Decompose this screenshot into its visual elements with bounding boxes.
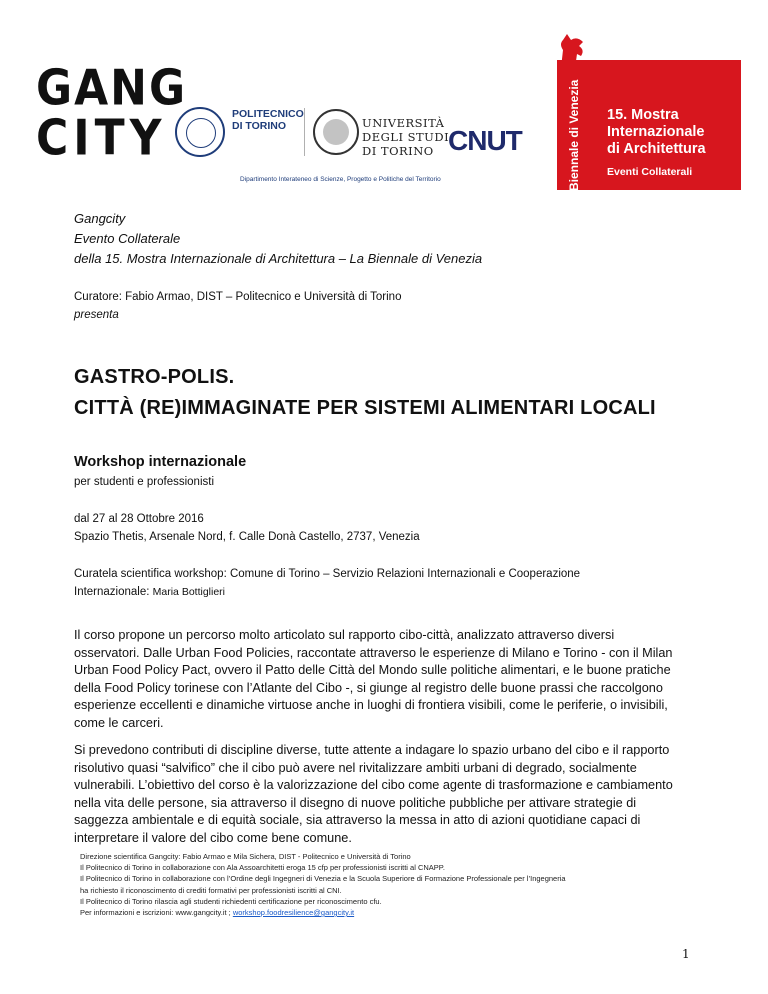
email-link[interactable]: workshop.foodresilience@gangcity.it	[232, 908, 355, 918]
gangcity-logo-line1: GANG	[36, 59, 188, 117]
cnut-logo: CNUT	[448, 125, 522, 156]
footnote-line: Direzione scientifica Gangcity: Fabio Armao e Mila Sichera, DIST - Politecnico e Università di Torino	[80, 852, 411, 861]
biennale-vertical-label: la Biennale di Venezia	[567, 79, 581, 205]
biennale-title-line1: 15. Mostra	[607, 107, 679, 123]
paragraph-line: Si prevedono contributi di discipline diverse, tutte attente a indagare lo spazio urbano del cibo e il rapporto	[74, 743, 670, 757]
paragraph-line: risolutivo quasi “salvifico” che il cibo può avere nel rivitalizzare ambiti urbani di degrado, socialmente	[74, 760, 637, 775]
footnote-info	[80, 907, 566, 918]
curatela-name: Maria Bottiglieri	[152, 586, 225, 598]
paragraph-line: vulnerabili. L’obiettivo del corso è la valorizzazione del cibo come agente di trasformazione e cambiamento	[74, 778, 673, 793]
title-line2: CITTÀ (RE)IMMAGINATE PER SISTEMI ALIMENTARI LOCALI	[74, 397, 656, 419]
workshop-heading: Workshop internazionale	[74, 454, 247, 470]
paragraph-line: saggezza ambientale e di equità sociale, sia attraverso la messa in atto di azioni quotidiane capaci di	[74, 813, 641, 828]
biennale-title-line3: di Architettura	[607, 141, 706, 157]
paragraph-line: della Food Policy torinese con l’Atlante del Cibo -, si giunge al registro delle buone prassi che raccolgono	[74, 680, 663, 695]
unito-seal-icon	[313, 109, 359, 155]
polito-name-line2: DI TORINO	[232, 120, 287, 132]
page-number: 1	[682, 947, 690, 961]
paragraph-line: Il corso propone un percorso molto articolato sul rapporto cibo-città, analizzato attraverso diversi	[74, 628, 615, 642]
title-line1: GASTRO-POLIS.	[74, 366, 235, 388]
footnote-line: ha richiesto il riconoscimento di crediti formativi per professionisti iscritti al CNI.	[80, 885, 342, 895]
gangcity-logo-line2: CITY	[36, 109, 167, 167]
presents-label: presenta	[74, 309, 119, 321]
paragraph-2	[74, 742, 704, 848]
logo-divider	[304, 108, 305, 156]
unito-name-line2: DEGLI STUDI	[362, 130, 450, 144]
paragraph-line: osservatori. Dalle Urban Food Policies, raccontate attraverso le esperienze di Milano e Torino - con il Milan	[74, 645, 673, 660]
paragraph-1	[74, 627, 704, 733]
dist-caption: Dipartimento Interateneo di Scienze, Progetto e Politiche del Territorio	[240, 176, 441, 183]
paragraph-line: nella vita delle persone, sia attraverso il disegno di nuove politiche pubbliche per attivare strategie di	[74, 795, 637, 810]
paragraph-line: esperienze eccellenti e dinamiche virtuose anche in luoghi di frontiera visibili, come le periferie, o invisibili,	[74, 698, 668, 713]
paragraph-line: come le carceri.	[74, 715, 164, 730]
curatela-line1: Curatela scientifica workshop: Comune di Torino – Servizio Relazioni Internazionali e Cooperazione	[74, 568, 581, 580]
footnote-line: Il Politecnico di Torino in collaborazione con l’Ordine degli Ingegneri di Venezia e la Scuola Superiore di Formazione Professionale per l’Ingegneria	[80, 874, 566, 884]
curatela-line2	[74, 585, 225, 600]
curator-line: Curatore: Fabio Armao, DIST – Politecnico e Università di Torino	[74, 291, 402, 303]
intro-mostra: della 15. Mostra Internazionale di Architettura – La Biennale di Venezia	[74, 251, 483, 266]
paragraph-line: interpretare il valore del cibo come bene comune.	[74, 830, 352, 845]
biennale-title	[607, 107, 706, 158]
curatela-prefix: Internazionale:	[74, 586, 153, 598]
biennale-subtitle: Eventi Collaterali	[607, 166, 693, 178]
workshop-dates: dal 27 al 28 Ottobre 2016	[74, 513, 204, 525]
unito-name	[362, 116, 449, 158]
paragraph-line: Urban Food Policy Pact, ovvero il Patto delle Città del Mondo sulle politiche alimentari, e le buone pratiche	[74, 663, 671, 678]
polito-name	[232, 108, 304, 132]
gangcity-logo	[36, 59, 188, 167]
footnote-line: Il Politecnico di Torino in collaborazione con Ala Assoarchitetti eroga 15 cfp per professionisti iscritti al CNAPP.	[80, 863, 445, 873]
unito-name-line3: DI TORINO	[362, 144, 434, 158]
intro-gangcity: Gangcity	[74, 211, 126, 226]
intro-evento: Evento Collaterale	[74, 231, 181, 246]
unito-name-line1: UNIVERSITÀ	[362, 116, 445, 130]
polito-name-line1: POLITECNICO	[232, 108, 304, 120]
footnote-info-prefix: Per informazioni e iscrizioni: www.gangcity.it ;	[80, 908, 233, 918]
workshop-audience: per studenti e professionisti	[74, 476, 214, 488]
biennale-title-line2: Internazionale	[607, 124, 705, 140]
footnote-line: Il Politecnico di Torino rilascia agli studenti richiedenti certificazione per riconoscimento cfu.	[80, 896, 382, 906]
workshop-venue: Spazio Thetis, Arsenale Nord, f. Calle Donà Castello, 2737, Venezia	[74, 531, 420, 543]
polito-seal-icon	[175, 107, 225, 157]
footnotes	[80, 851, 566, 918]
